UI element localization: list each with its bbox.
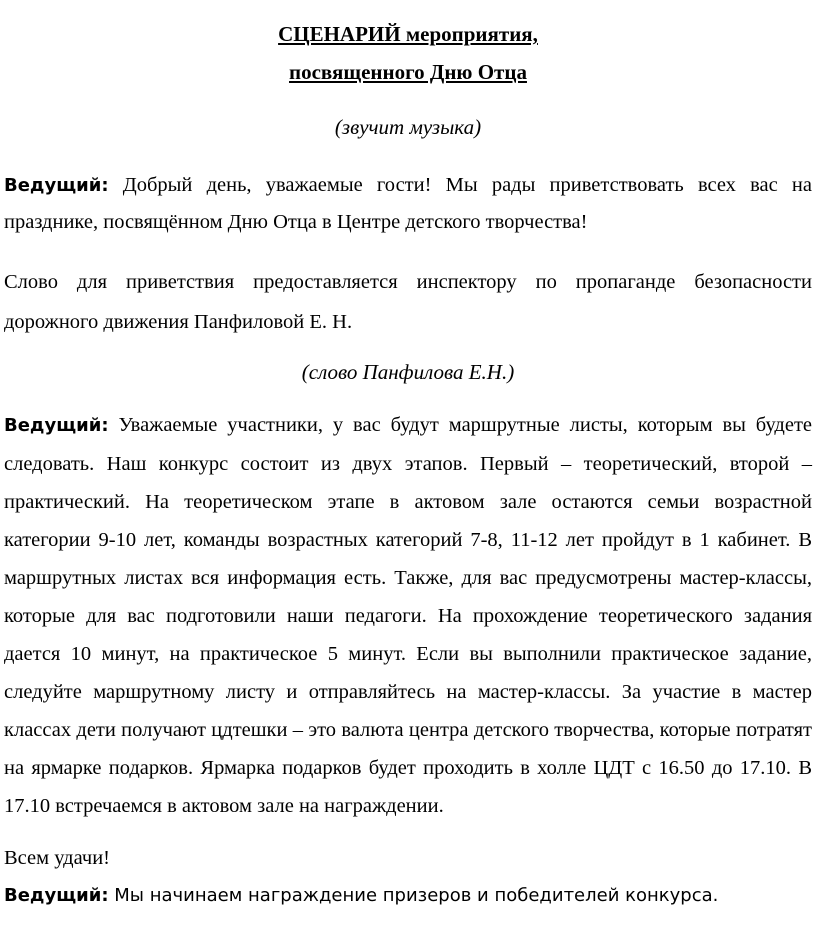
- paragraph-text: Уважаемые участники, у вас будут маршрутные листы, которым вы будете следовать. Наш конкурс состоит из двух этапов. Первый – теоретический, второй – практический. На теоретическом этапе в актовом зале остаются семьи возрастной категории 9-10 лет, команды возрастных категорий 7-8, 11-12 лет пройдут в 1 кабинет. В маршрутных листах вся информация есть. Также, для вас предусмотрены мастер-классы, которые для вас подготовили наши педагоги. На прохождение теоретического задания дается 10 минут, на практическое 5 минут. Если вы выполнили практическое задание, следуйте маршрутному листу и отправляйтесь на мастер-классы. За участие в мастер классах дети получают цдтешки – это валюта центра детского творчества, которые потратят на ярмарке подарков. Ярмарка подарков будет проходить в холле ЦДТ с 16.50 до 17.10. В 17.10 встречаемся в актовом зале на награждении.: [4, 414, 813, 817]
- document-title-line-1: СЦЕНАРИЙ мероприятия,: [278, 22, 538, 46]
- speaker-label: Ведущий:: [4, 885, 109, 906]
- paragraph-good-luck: [4, 843, 812, 873]
- paragraph-contest-rules: [4, 406, 812, 825]
- stage-direction-music: (звучит музыка): [334, 115, 482, 139]
- paragraph-text: Всем удачи!: [4, 847, 110, 869]
- paragraph-greeting: [4, 167, 812, 241]
- stage-direction-speech: (слово Панфилова Е.Н.): [301, 360, 515, 384]
- speaker-label: Ведущий:: [4, 415, 109, 436]
- paragraph-awards: [4, 882, 812, 910]
- document-title-line-2: посвященного Дню Отца: [289, 60, 527, 84]
- speaker-label: Ведущий:: [4, 175, 109, 196]
- paragraph-text: Добрый день, уважаемые гости! Мы рады приветствовать всех вас на празднике, посвящённом Дню Отца в Центре детского творчества!: [4, 174, 812, 233]
- paragraph-text: Мы начинаем награждение призеров и победителей конкурса.: [114, 885, 719, 906]
- paragraph-text: Слово для приветствия предоставляется инспектору по пропаганде безопасности дорожного движения Панфиловой Е. Н.: [4, 271, 812, 333]
- paragraph-inspector-intro: [4, 262, 812, 342]
